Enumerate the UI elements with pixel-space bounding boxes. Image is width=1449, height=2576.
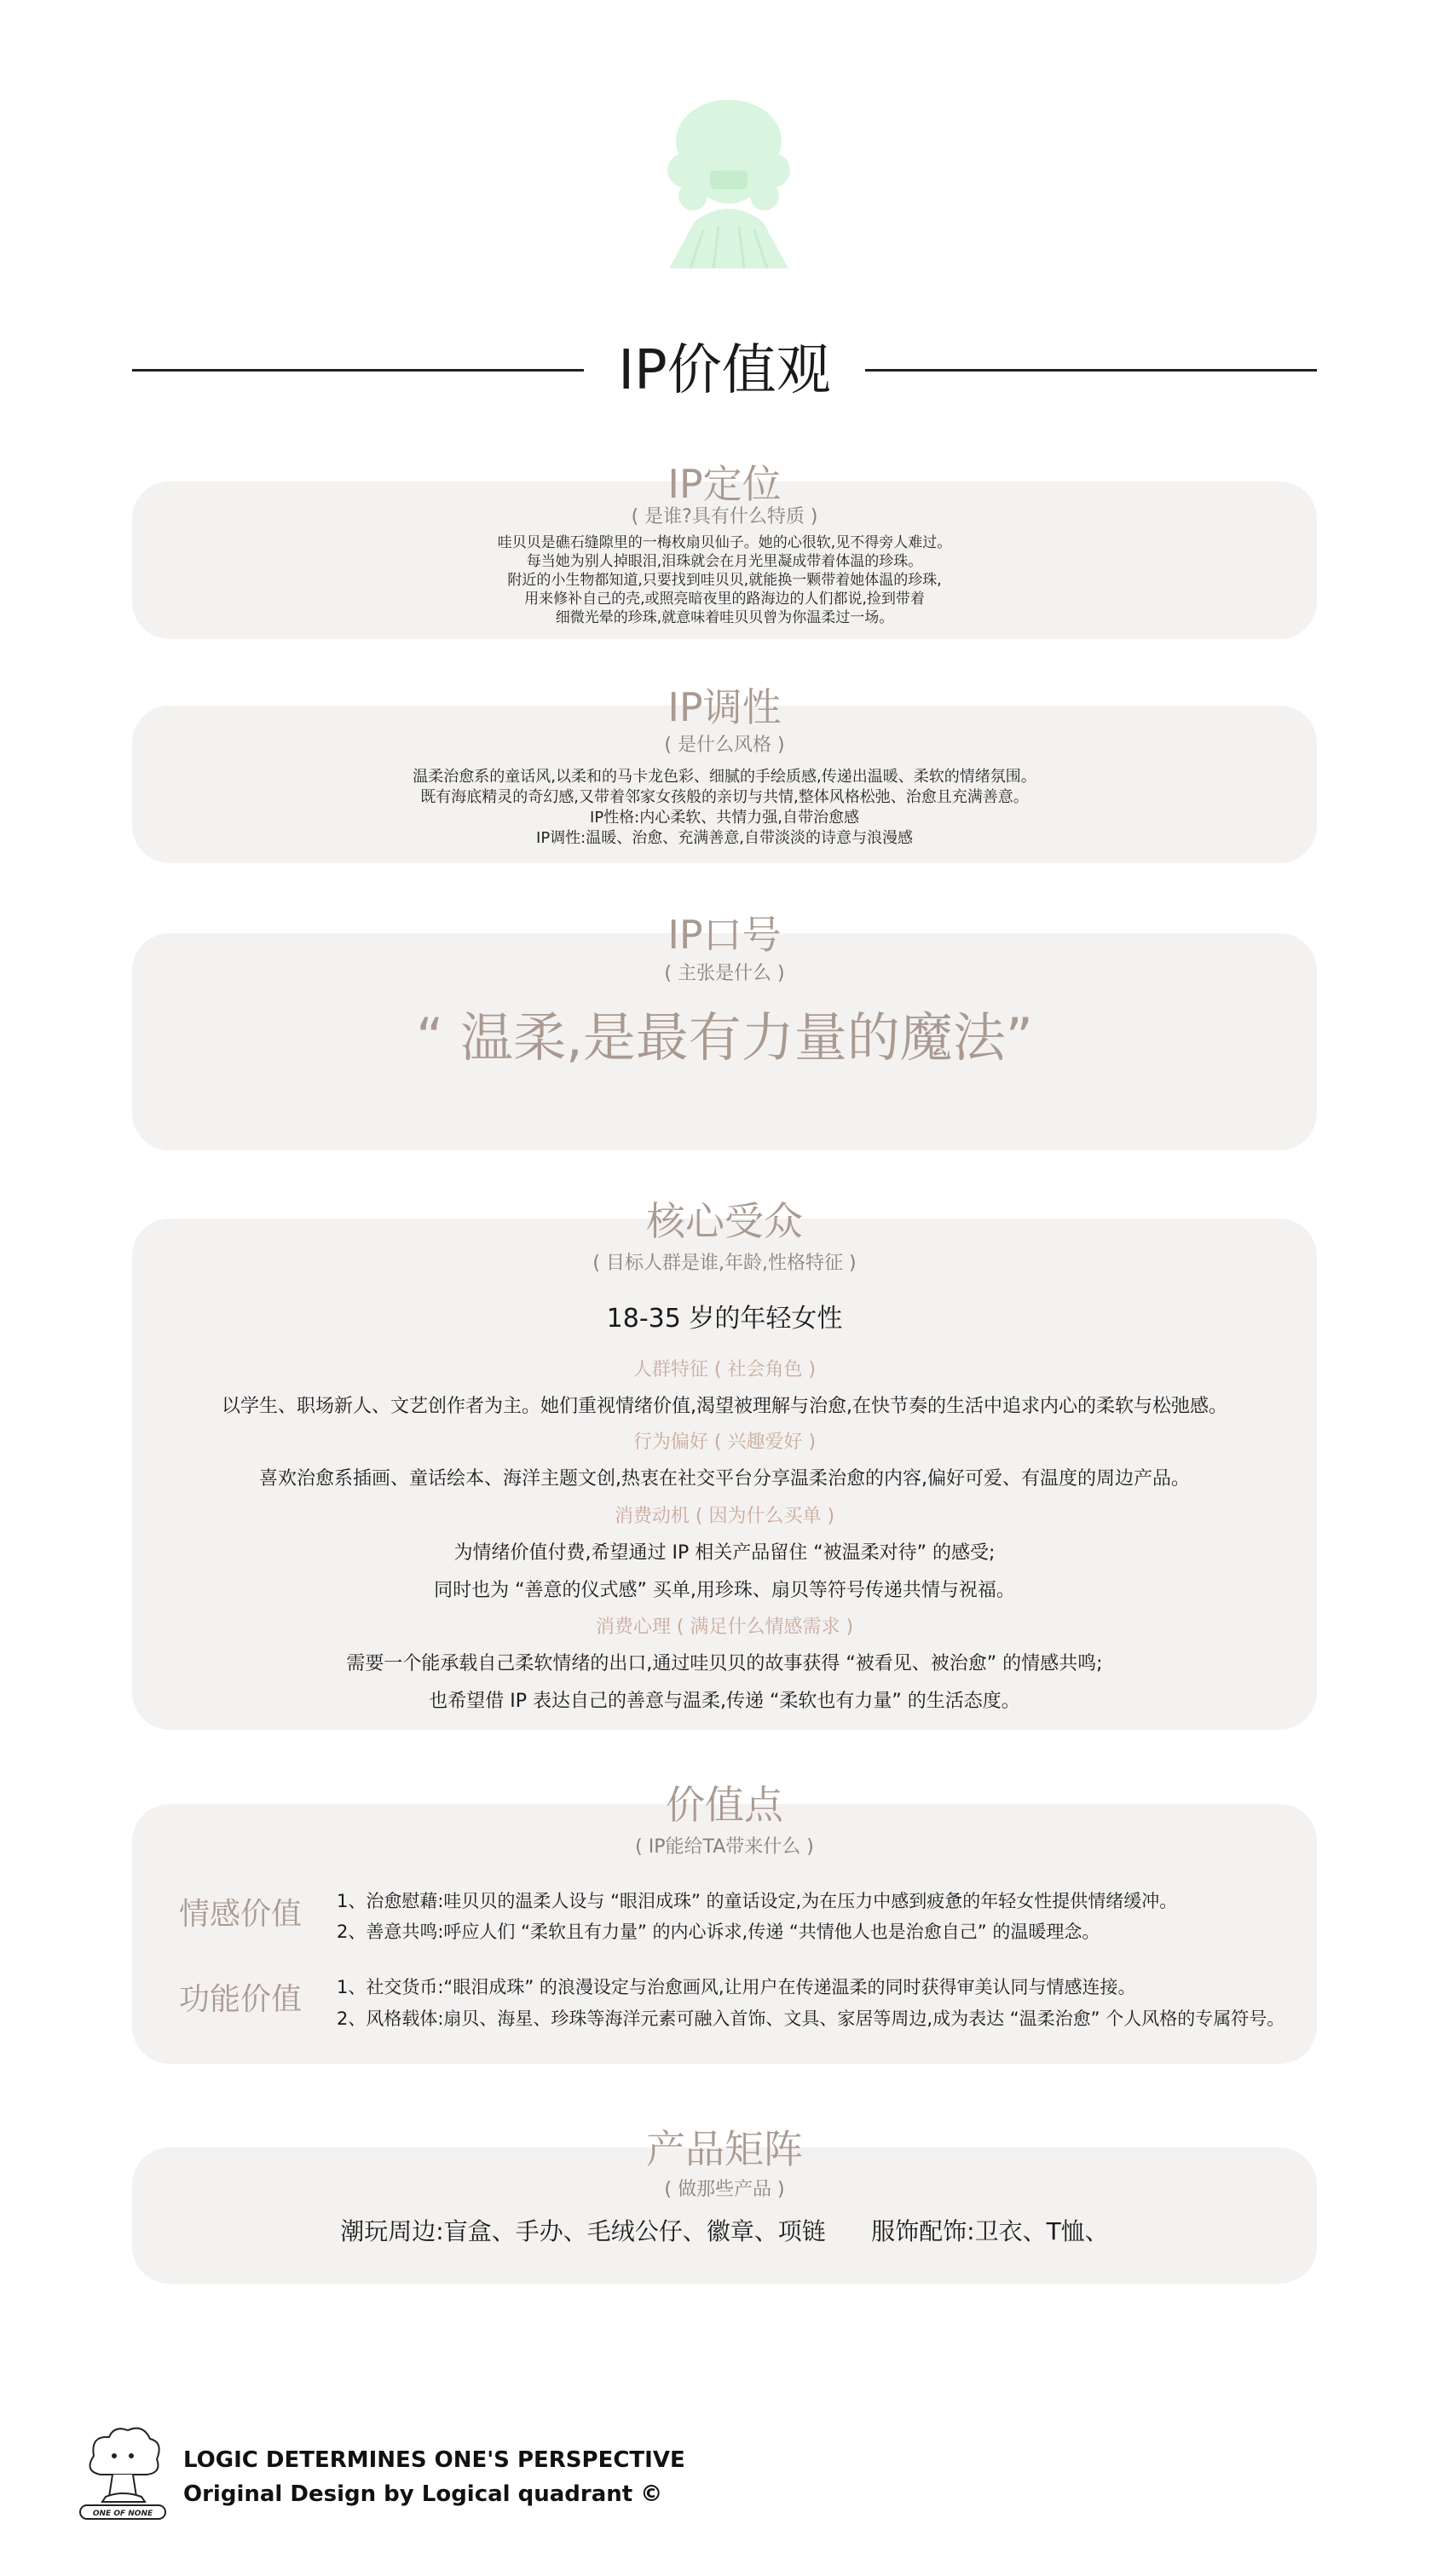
emotional-value-label: 情感价值 bbox=[179, 1897, 303, 1932]
audience-line-1: 以学生、职场新人、文艺创作者为主。她们重视情绪价值,渴望被理解与治愈,在快节奏的生活中追求内心的柔软与松弛感。 bbox=[222, 1396, 1227, 1417]
emotional-value-line-2: 2、善意共鸣:呼应人们 “柔软且有力量” 的内心诉求,传递 “共情他人也是治愈自己” 的温暖理念。 bbox=[337, 1922, 1100, 1942]
slogan-subtitle: ( 主张是什么 ) bbox=[664, 963, 785, 984]
products-title: 产品矩阵 bbox=[646, 2126, 803, 2172]
functional-value-line-1: 1、社交货币:“眼泪成珠” 的浪漫设定与治愈画风,让用户在传递温柔的同时获得审美认同与情感连接。 bbox=[337, 1977, 1136, 1997]
page-title: IP价值观 bbox=[618, 339, 831, 402]
audience-line-4b: 也希望借 IP 表达自己的善意与温柔,传递 “柔软也有力量” 的生活态度。 bbox=[429, 1691, 1020, 1712]
positioning-title: IP定位 bbox=[667, 461, 782, 507]
audience-line-3b: 同时也为 “善意的仪式感” 买单,用珍珠、扇贝等符号传递共情与祝福。 bbox=[434, 1580, 1015, 1601]
audience-line-4a: 需要一个能承载自己柔软情绪的出口,通过哇贝贝的故事获得 “被看见、被治愈” 的情感共鸣; bbox=[346, 1653, 1103, 1674]
values-title: 价值点 bbox=[666, 1782, 783, 1828]
values-subtitle: ( IP能给TA带来什么 ) bbox=[635, 1836, 814, 1858]
functional-value-label: 功能价值 bbox=[179, 1982, 303, 2017]
audience-headline: 18-35 岁的年轻女性 bbox=[606, 1304, 843, 1334]
footer-credit: Original Design by Logical quadrant © bbox=[183, 2481, 663, 2507]
tonality-text: 温柔治愈系的童话风,以柔和的马卡龙色彩、细腻的手绘质感,传递出温暖、柔软的情绪氛围。 既有海底精灵的奇幻感,又带着邻家女孩般的亲切与共情,整体风格松弛、治愈且充满善意。 IP性格:内心柔软、共情力强,自带治愈感 IP调性:温暖、治愈、充满善意,自带淡淡的诗意与浪漫感 bbox=[413, 768, 1036, 847]
audience-line-3a: 为情绪价值付费,希望通过 IP 相关产品留住 “被温柔对待” 的感受; bbox=[453, 1542, 996, 1564]
audience-heading-3: 消费动机 ( 因为什么买单 ) bbox=[614, 1506, 835, 1527]
slogan-title: IP口号 bbox=[667, 912, 782, 958]
audience-heading-1: 人群特征 ( 社会角色 ) bbox=[632, 1359, 817, 1380]
audience-heading-2: 行为偏好 ( 兴趣爱好 ) bbox=[632, 1432, 817, 1453]
footer-tagline: LOGIC DETERMINES ONE'S PERSPECTIVE bbox=[183, 2447, 685, 2473]
brand-logo-icon bbox=[75, 2418, 170, 2521]
functional-value-line-2: 2、风格载体:扇贝、海星、珍珠等海洋元素可融入首饰、文具、家居等周边,成为表达 “温柔治愈” 个人风格的专属符号。 bbox=[337, 2008, 1285, 2029]
tonality-title: IP调性 bbox=[667, 684, 782, 730]
audience-heading-4: 消费心理 ( 满足什么情感需求 ) bbox=[595, 1616, 854, 1638]
positioning-subtitle: ( 是谁?具有什么特质 ) bbox=[631, 506, 818, 527]
tonality-subtitle: ( 是什么风格 ) bbox=[664, 735, 785, 756]
slogan-text: “ 温柔,是最有力量的魔法” bbox=[416, 1006, 1033, 1069]
audience-line-2: 喜欢治愈系插画、童话绘本、海洋主题文创,热衷在社交平台分享温柔治愈的内容,偏好可爱、有温度的周边产品。 bbox=[259, 1468, 1190, 1490]
audience-subtitle: ( 目标人群是谁,年龄,性格特征 ) bbox=[592, 1253, 857, 1274]
brand-logo-text: ONE OF NONE bbox=[92, 2510, 153, 2518]
products-subtitle: ( 做那些产品 ) bbox=[664, 2179, 785, 2200]
emotional-value-line-1: 1、治愈慰藉:哇贝贝的温柔人设与 “眼泪成珠” 的童话设定,为在压力中感到疲惫的年轻女性提供情绪缓冲。 bbox=[337, 1891, 1178, 1911]
audience-title: 核心受众 bbox=[646, 1198, 803, 1244]
positioning-text: 哇贝贝是礁石缝隙里的一梅枚扇贝仙子。她的心很软,见不得旁人难过。 每当她为别人掉眼泪,泪珠就会在月光里凝成带着体温的珍珠。 附近的小生物都知道,只要找到哇贝贝,就能换一颗带着她体温的珍珠, 用来修补自己的壳,或照亮暗夜里的路海边的人们都说,捡到带着 细微光晕的珍珠,就意味着哇贝贝曾为你温柔过一场。 bbox=[497, 534, 952, 626]
mascot-illustration bbox=[644, 94, 814, 273]
products-text: 潮玩周边:盲盒、手办、毛绒公仔、徽章、项链 服饰配饰:卫衣、T恤、 bbox=[340, 2217, 1109, 2245]
